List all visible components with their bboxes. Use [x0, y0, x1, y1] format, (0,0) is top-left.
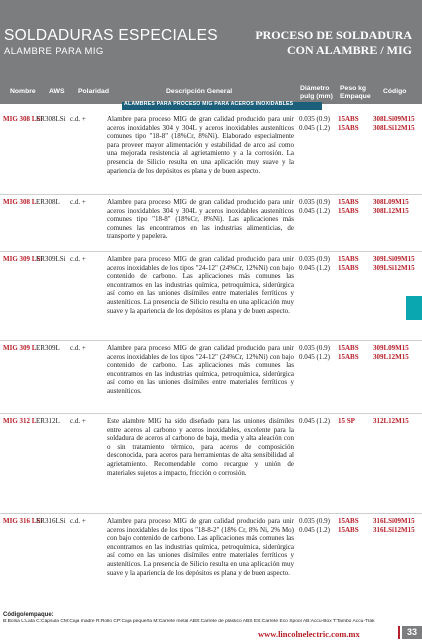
aws-class: ER308L	[36, 198, 60, 206]
diameter: 0.035 (0.9) 0.045 (1.2)	[299, 344, 330, 361]
product-name: MIG 308 LSi	[3, 115, 43, 123]
weight-package: 15ABS 15ABS	[338, 198, 359, 215]
col-descripcion: Descripción General	[166, 88, 233, 95]
weight-package: 15ABS 15ABS	[338, 115, 359, 132]
weight-package: 15ABS 15ABS	[338, 517, 359, 534]
product-name: MIG 308 L	[3, 198, 37, 206]
diameter: 0.035 (0.9) 0.045 (1.2)	[299, 255, 330, 272]
weight-package: 15ABS 15ABS	[338, 344, 359, 361]
catalog-title: SOLDADURAS ESPECIALES	[4, 27, 218, 44]
row-divider	[0, 340, 422, 341]
row-divider	[0, 513, 422, 514]
row-divider	[0, 194, 422, 195]
footer-codes: B:Bolsa L:Lata C:Cápsula CM:Caja madre R:Rollo CP:Caja pequeña M:Carrete metal ABS:Carrete de plástico ABS ES:Carrete Eco Spool AB:Accu-Box T:Tambo Accu-Trak	[3, 619, 375, 624]
description: Alambre para proceso MIG de gran calidad producido para unir aceros inoxidables de los tipos "24-12" (24%Cr, 12%Ni) con bajo contenido de carbono. Las aplicaciones más comunes las encontramos en las industrias química, petroquímica, siderúrgica así como en las uniones disímiles entre materiales ferríticos y austeníticos. La presencia de Silicio resulta en una aplicación muy suave y la apariencia de los depósitos es plana y de buen aspecto.	[107, 255, 294, 315]
process-subtitle: CON ALAMBRE / MIG	[286, 43, 412, 57]
col-aws: AWS	[49, 88, 65, 95]
catalog-subtitle: ALAMBRE PARA MIG	[4, 46, 104, 57]
page-header	[0, 0, 422, 81]
product-name: MIG 309 LSi	[3, 255, 43, 263]
diameter: 0.035 (0.9) 0.045 (1.2)	[299, 115, 330, 132]
weight-package: 15 SP	[338, 417, 355, 425]
diameter: 0.045 (1.2)	[299, 417, 330, 425]
polarity: c.d. +	[70, 198, 86, 206]
section-label: ALAMBRES PARA PROCESO MIG PARA ACEROS INOXIDABLES	[124, 101, 294, 107]
product-code: 309LSi09M15 309LSi12M15	[373, 255, 415, 272]
process-title: PROCESO DE SOLDADURA	[255, 28, 412, 42]
col-empaque: Empaque	[340, 93, 371, 100]
product-code: 312L12M15	[373, 417, 409, 425]
aws-class: ER309LSi	[36, 255, 66, 263]
product-name: MIG 309 L	[3, 344, 37, 352]
polarity: c.d. +	[70, 115, 86, 123]
col-diametro-unit: pulg (mm)	[300, 93, 333, 100]
polarity: c.d. +	[70, 255, 86, 263]
description: Alambre para proceso MIG de gran calidad producido para unir aceros inoxidables 304 y 304L y aceros inoxidables austeníticos comunes tipo "18-8" (18%Cr, 8%Ni). Las aplicaciones más comunes las encontramos en las industrias alimenticias, de transporte y papelera.	[107, 198, 294, 241]
col-codigo: Código	[383, 88, 407, 95]
product-code: 308L09M15 308L12M15	[373, 198, 409, 215]
col-polaridad: Polaridad	[78, 88, 109, 95]
col-peso: Peso kg	[340, 85, 367, 92]
description: Alambre para proceso MIG de gran calidad producido para unir aceros inoxidables 304 y 304L y aceros inoxidables austeníticos comunes tipo "18-8" (18%Cr, 8%Ni). Elaborado especialmente para proveer mayor alimentación y estabilidad de arco así como una mejorada resistencia al agrietamiento y a la corrosión. La presencia de Silicio resulta en una aplicación muy suave y la apariencia de los depósitos es plana y de buen aspecto.	[107, 115, 294, 175]
product-name: MIG 316 LSi	[3, 517, 43, 525]
section-tab-marker	[406, 296, 422, 320]
description: Este alambre MIG ha sido diseñado para las uniones disímiles entre aceros al carbono y aceros inoxidables, excelente para la soldadura de aceros al carbono de baja, media y alta aleación con o sin tratamiento térmico, para aceros de composición desconocida, para aceros para herramientas de alta sensibilidad al agrietamiento. Recomendable como recargue y unión de materiales sujetos a impacto, fricción o corrosión.	[107, 417, 294, 477]
diameter: 0.035 (0.9) 0.045 (1.2)	[299, 198, 330, 215]
product-code: 309L09M15 309L12M15	[373, 344, 409, 361]
diameter: 0.035 (0.9) 0.045 (1.2)	[299, 517, 330, 534]
polarity: c.d. +	[70, 417, 86, 425]
aws-class: ER308LSi	[36, 115, 66, 123]
product-name: MIG 312 L	[3, 417, 37, 425]
polarity: c.d. +	[70, 344, 86, 352]
aws-class: ER312L	[36, 417, 60, 425]
col-diametro: Diámetro	[300, 85, 330, 92]
description: Alambre para proceso MIG de gran calidad producido para unir aceros inoxidables de los tipos "24-12" (24%Cr, 12%Ni) con bajo contenido de carbono. Las aplicaciones más comunes las encontramos en las industrias química, petroquímica, siderúrgica así como en las uniones disímiles entre materiales ferríticos y austeníticos.	[107, 344, 294, 395]
weight-package: 15ABS 15ABS	[338, 255, 359, 272]
page-number: 33	[402, 626, 422, 639]
row-divider	[0, 413, 422, 414]
col-nombre: Nombre	[10, 88, 36, 95]
product-code: 316LSi09M15 316LSi12M15	[373, 517, 415, 534]
row-divider	[0, 251, 422, 252]
description: Alambre para proceso MIG de gran calidad producido para unir aceros inoxidables de los tipos "18-8-2" (18% Cr, 8% Ni, 2% Mo) con bajo contenido de carbono. Las aplicaciones más comunes las encontramos en las industrias química, petroquímica, siderúrgica así como en las uniones disímiles entre materiales ferríticos y austeníticos. La presencia de Silicio resulta en una aplicación muy suave y la apariencia de los depósitos es plana y de buen aspecto.	[107, 517, 294, 577]
aws-class: ER316LSi	[36, 517, 66, 525]
aws-class: ER309L	[36, 344, 60, 352]
polarity: c.d. +	[70, 517, 86, 525]
product-code: 308LSi09M15 308LSi12M15	[373, 115, 415, 132]
website-link[interactable]: www.lincolnelectric.com.mx	[258, 629, 360, 639]
footer-accent	[398, 626, 400, 639]
footer-label: Código/empaque:	[3, 612, 54, 618]
